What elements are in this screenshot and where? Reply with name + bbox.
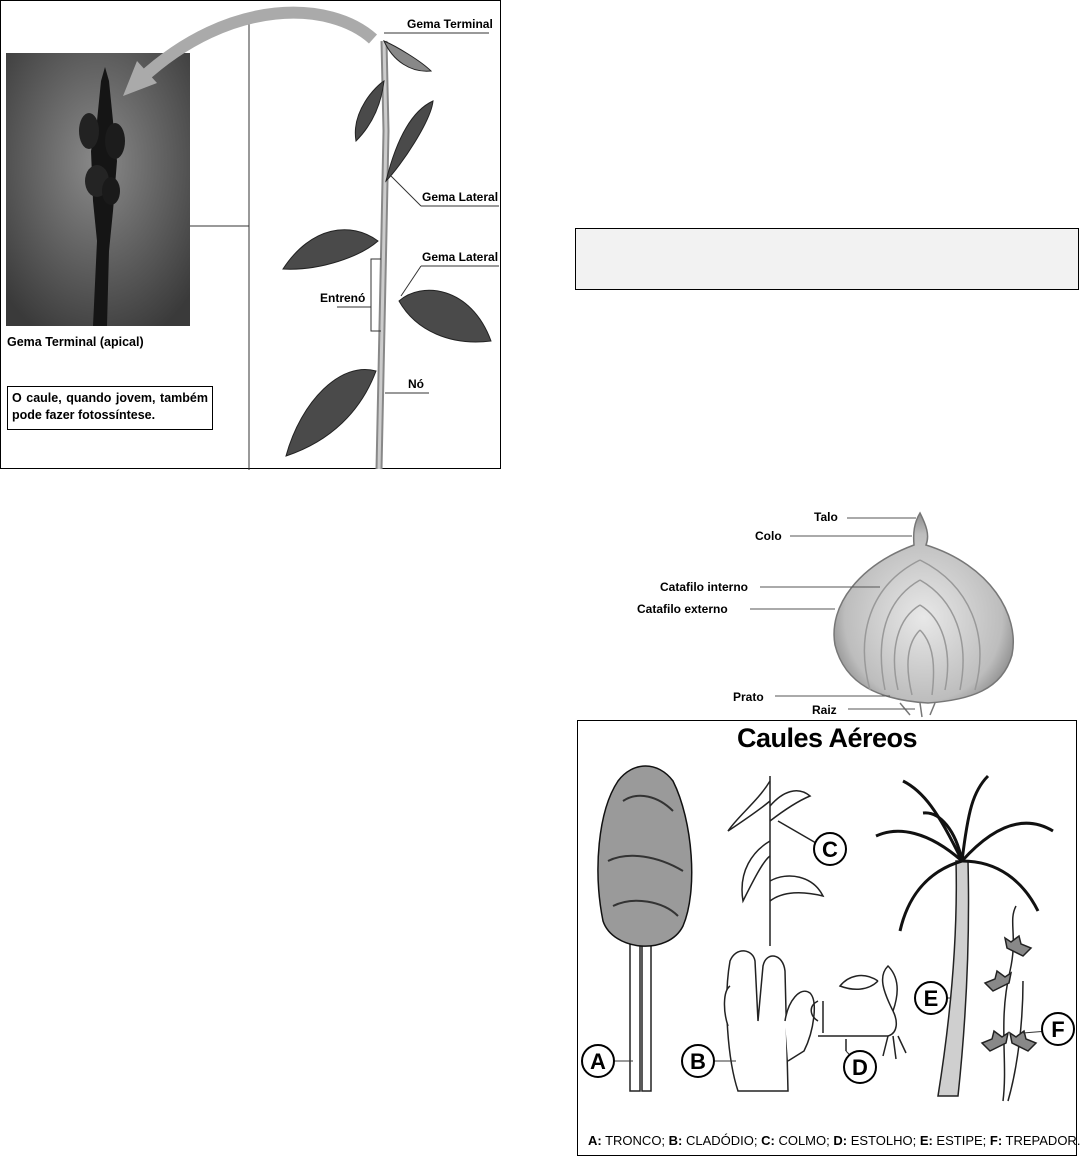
marker-f: F [1051,1017,1065,1042]
label-talo: Talo [814,510,838,524]
photosynthesis-note: O caule, quando jovem, também pode fazer fotossíntese. [7,386,213,430]
caules-aereos-figure [577,720,1080,1156]
label-catafilo-interno: Catafilo interno [660,580,749,594]
marker-b: B [690,1049,706,1074]
empty-answer-box [575,228,1079,290]
caules-title: Caules Aéreos [736,723,918,753]
caules-caption: A: TRONCO; B: CLADÓDIO; C: COLMO; D: ESTOLHO; E: ESTIPE; F: TREPADOR. [588,1133,1080,1148]
onion-figure [630,505,1080,720]
label-catafilo-externo: Catafilo externo [637,602,728,616]
label-gema-lateral-upper: Gema Lateral [422,190,499,204]
caules-markers [578,721,1076,1155]
marker-e: E [923,986,939,1011]
label-gema-terminal-apical: Gema Terminal (apical) [7,335,144,349]
marker-a: A [590,1049,606,1074]
label-prato: Prato [733,690,764,704]
onion-roots [900,703,935,717]
marker-d: D [852,1055,868,1080]
label-no: Nó [408,377,424,391]
label-raiz: Raiz [812,703,837,717]
plant-figure [0,0,501,469]
label-entreno: Entrenó [320,291,366,305]
label-gema-terminal: Gema Terminal [407,17,493,31]
label-gema-lateral-lower: Gema Lateral [422,250,499,264]
marker-c: C [822,837,838,862]
label-colo: Colo [755,529,782,543]
